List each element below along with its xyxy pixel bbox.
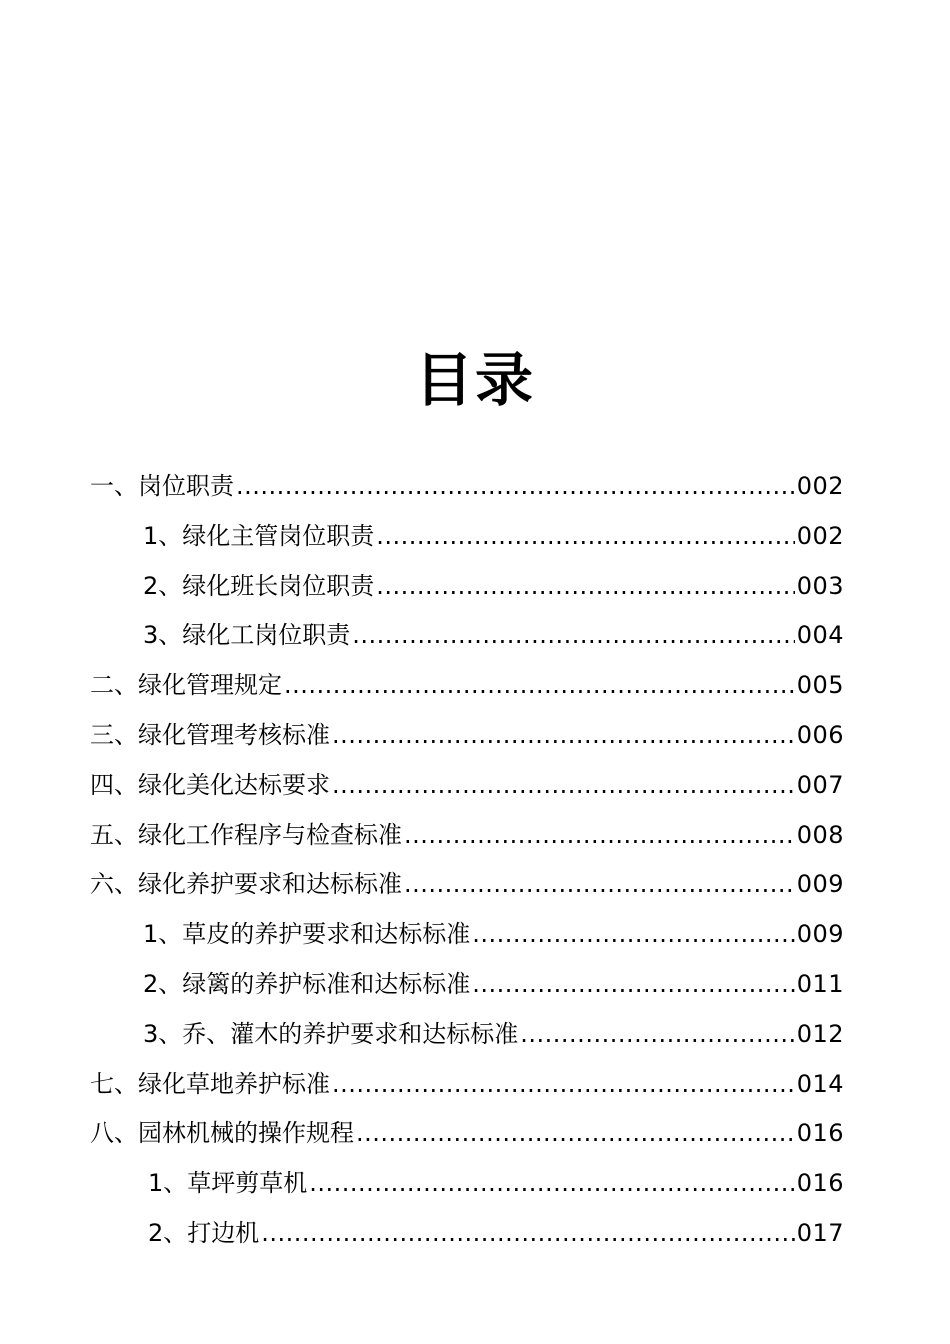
toc-dot-leader [332,711,795,761]
toc-entry-page: 003 [796,571,844,600]
toc-entry-label: 三、绿化管理考核标准 [90,720,330,749]
toc-dot-leader [309,1159,794,1209]
toc-entry[interactable] [90,1209,844,1259]
toc-entry[interactable] [90,512,844,562]
page-title: 目录 [414,345,535,414]
toc-entry-label: 一、岗位职责 [90,472,234,500]
toc-dot-leader [520,1010,794,1060]
toc-entry-label: 二、绿化管理规定 [90,671,282,700]
toc-entry-page: 009 [796,920,844,949]
toc-entry-label: 3、绿化工岗位职责 [143,621,351,650]
toc-entry[interactable] [90,1010,844,1060]
toc-dot-leader [261,1209,794,1259]
toc-entry-page: 002 [796,472,844,500]
toc-entry-label: 3、乔、灌木的养护要求和达标标准 [143,1019,519,1048]
toc-entry-page: 016 [796,1119,844,1148]
toc-entry-page: 004 [796,621,844,650]
toc-dot-leader [404,860,795,910]
toc-dot-leader [376,512,794,562]
toc-entry[interactable] [90,611,844,661]
toc-entry-page: 009 [796,870,844,899]
toc-dot-leader [356,1109,795,1159]
toc-entry-label: 2、绿篱的养护标准和达标标准 [143,969,471,998]
toc-entry-label: 八、园林机械的操作规程 [90,1119,354,1148]
toc-entry[interactable] [90,711,844,761]
toc-entry-label: 2、打边机 [148,1218,260,1247]
toc-entry-label: 五、绿化工作程序与检查标准 [90,820,402,849]
toc-entry-label: 1、草皮的养护要求和达标标准 [143,920,471,949]
toc-dot-leader [352,611,794,661]
toc-entry[interactable] [90,860,844,910]
toc-entry-page: 016 [796,1169,844,1198]
toc-dot-leader [236,462,795,512]
toc-entry-page: 011 [796,969,844,998]
toc-entry-page: 014 [796,1069,844,1098]
toc-entry[interactable] [90,1060,844,1110]
toc-entry[interactable] [90,661,844,711]
toc-entry-label: 1、绿化主管岗位职责 [143,521,375,550]
toc-dot-leader [404,811,795,861]
toc-entry-label: 七、绿化草地养护标准 [90,1069,330,1098]
toc-entry-page: 006 [796,720,844,749]
toc-entry[interactable] [90,562,844,612]
toc-dot-leader [332,1060,795,1110]
toc-entry[interactable] [90,811,844,861]
toc-entry-page: 005 [796,671,844,700]
toc-entry[interactable] [90,960,844,1010]
toc-dot-leader [472,960,794,1010]
toc-entry[interactable] [90,910,844,960]
toc-entry-label: 1、草坪剪草机 [148,1169,308,1198]
toc-entry[interactable] [90,462,844,512]
toc-entry[interactable] [90,761,844,811]
toc-entry[interactable] [90,1109,844,1159]
toc-entry-label: 2、绿化班长岗位职责 [143,571,375,600]
table-of-contents [90,462,844,1259]
toc-dot-leader [472,910,794,960]
toc-dot-leader [376,562,794,612]
toc-entry-page: 017 [796,1218,844,1247]
toc-entry[interactable] [90,1159,844,1209]
toc-dot-leader [284,661,795,711]
toc-entry-page: 012 [796,1019,844,1048]
toc-entry-page: 002 [796,521,844,550]
toc-entry-label: 四、绿化美化达标要求 [90,770,330,799]
toc-entry-page: 007 [796,770,844,799]
toc-entry-label: 六、绿化养护要求和达标标准 [90,870,402,899]
toc-dot-leader [332,761,795,811]
toc-entry-page: 008 [796,820,844,849]
